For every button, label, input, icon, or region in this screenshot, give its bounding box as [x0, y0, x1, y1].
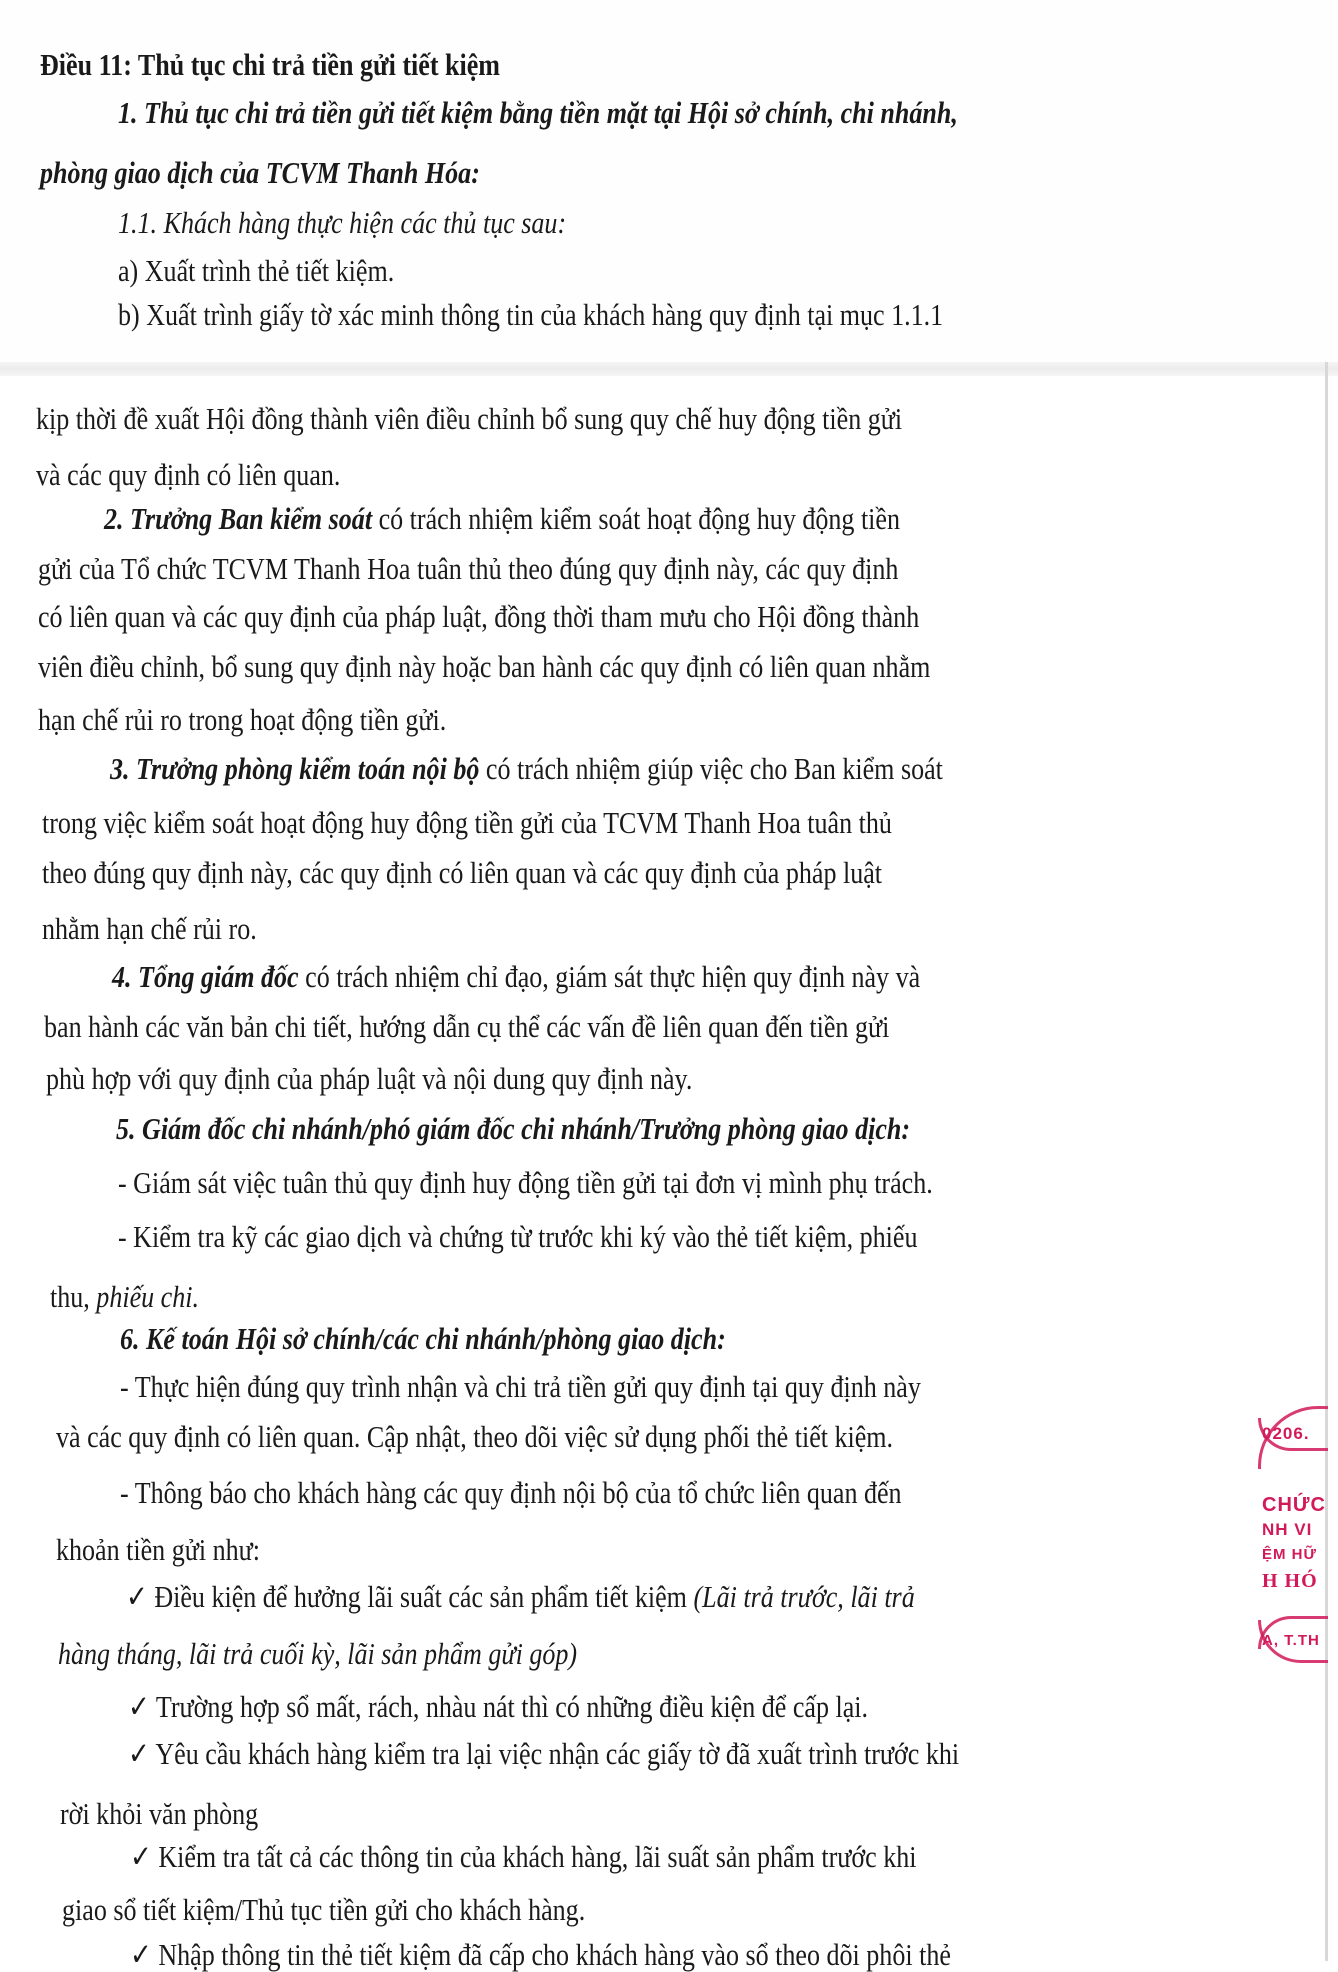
paragraph-line: ban hành các văn bản chi tiết, hướng dẫn cụ thể các vấn đề liên quan đến tiền gửi [44, 1009, 890, 1044]
paragraph-line: kịp thời đề xuất Hội đồng thành viên điều chỉnh bổ sung quy chế huy động tiền gửi [36, 401, 903, 436]
paragraph-line: theo đúng quy định này, các quy định có liên quan và các quy định của pháp luật [42, 855, 883, 890]
text-normal: thu, [50, 1279, 97, 1314]
bullet-item: - Thực hiện đúng quy trình nhận và chi trả tiền gửi quy định tại quy định này [120, 1369, 921, 1404]
bullet-item: - Giám sát việc tuân thủ quy định huy động tiền gửi tại đơn vị mình phụ trách. [118, 1165, 933, 1200]
clause-3-title: 3. Trưởng phòng kiểm toán nội bộ [110, 751, 480, 786]
bullet-item-cont: và các quy định có liên quan. Cập nhật, theo dõi việc sử dụng phối thẻ tiết kiệm. [56, 1419, 894, 1454]
bullet-item: - Thông báo cho khách hàng các quy định nội bộ của tổ chức liên quan đến [120, 1475, 902, 1510]
paragraph-line: trong việc kiểm soát hoạt động huy động tiền gửi của TCVM Thanh Hoa tuân thủ [42, 805, 892, 840]
item-b: b) Xuất trình giấy tờ xác minh thông tin của khách hàng quy định tại mục 1.1.1 [118, 297, 944, 332]
clause-2-title: 2. Trưởng Ban kiểm soát [104, 501, 373, 536]
paragraph-line: có liên quan và các quy định của pháp luật, đồng thời tham mưu cho Hội đồng thành [38, 599, 920, 634]
stamp-text: NH VI [1262, 1520, 1313, 1539]
bullet-item-cont [50, 1280, 199, 1314]
paragraph-line: và các quy định có liên quan. [36, 457, 341, 492]
clause-5-heading: 5. Giám đốc chi nhánh/phó giám đốc chi nhánh/Trưởng phòng giao dịch: [116, 1111, 911, 1146]
page-seam [0, 362, 1338, 376]
text-italic: phiếu chi. [96, 1279, 199, 1314]
checklist-item: ✓ Yêu cầu khách hàng kiểm tra lại việc nhận các giấy tờ đã xuất trình trước khi [128, 1736, 960, 1771]
checklist-item-cont: hàng tháng, lãi trả cuối kỳ, lãi sản phẩm gửi góp) [58, 1636, 578, 1671]
stamp-text: H HÓ [1262, 1570, 1318, 1592]
paragraph-line: gửi của Tổ chức TCVM Thanh Hoa tuân thủ theo đúng quy định này, các quy định [38, 551, 899, 586]
stamp-text: A, T.TH [1262, 1632, 1320, 1649]
stamp-text: CHỨC [1262, 1494, 1326, 1516]
stamp-text: ỆM HỮ [1262, 1546, 1317, 1563]
page-edge [1325, 362, 1328, 1961]
paragraph-line: hạn chế rủi ro trong hoạt động tiền gửi. [38, 702, 447, 737]
item-a: a) Xuất trình thẻ tiết kiệm. [118, 253, 395, 288]
check-text-italic: (Lãi trả trước, lãi trả [693, 1579, 915, 1614]
checklist-item: ✓ Kiểm tra tất cả các thông tin của khách hàng, lãi suất sản phẩm trước khi [130, 1839, 917, 1874]
article-title: Điều 11: Thủ tục chi trả tiền gửi tiết kiệm [40, 47, 500, 82]
clause-2-text: có trách nhiệm kiểm soát hoạt động huy động tiền [372, 501, 901, 536]
paragraph-line: phù hợp với quy định của pháp luật và nội dung quy định này. [46, 1061, 693, 1096]
clause-2 [104, 502, 900, 536]
clause-3-text: có trách nhiệm giúp việc cho Ban kiểm soát [479, 751, 943, 786]
bullet-item-cont: khoản tiền gửi như: [56, 1532, 260, 1567]
check-text: ✓ Điều kiện để hưởng lãi suất các sản phẩm tiết kiệm [126, 1579, 694, 1614]
clause-3 [110, 752, 943, 786]
subsection-1-1: 1.1. Khách hàng thực hiện các thủ tục sau: [118, 205, 567, 240]
red-seal-stamp [1258, 1398, 1328, 1678]
paragraph-line: viên điều chỉnh, bổ sung quy định này hoặc ban hành các quy định có liên quan nhằm [38, 649, 931, 684]
checklist-item-partial: ✓ Nhập thông tin thẻ tiết kiệm đã cấp cho khách hàng vào sổ theo dõi phôi thẻ [130, 1937, 951, 1972]
stamp-arc-bottom [1258, 1620, 1328, 1663]
checklist-item-cont: rời khỏi văn phòng [60, 1796, 259, 1831]
clause-6-heading: 6. Kế toán Hội sở chính/các chi nhánh/phòng giao dịch: [120, 1321, 726, 1356]
section-1-heading-cont: phòng giao dịch của TCVM Thanh Hóa: [40, 155, 480, 190]
clause-4 [112, 960, 920, 994]
checklist-item [126, 1580, 915, 1614]
paragraph-line: nhằm hạn chế rủi ro. [42, 911, 257, 946]
section-1-heading: 1. Thủ tục chi trả tiền gửi tiết kiệm bằng tiền mặt tại Hội sở chính, chi nhánh, [118, 95, 958, 130]
clause-4-text: có trách nhiệm chỉ đạo, giám sát thực hiện quy định này và [298, 959, 921, 994]
stamp-text: 0206. [1262, 1424, 1310, 1443]
checklist-item-cont: giao sổ tiết kiệm/Thủ tục tiền gửi cho khách hàng. [62, 1892, 586, 1927]
clause-4-title: 4. Tổng giám đốc [112, 959, 299, 994]
checklist-item: ✓ Trường hợp sổ mất, rách, nhàu nát thì có những điều kiện để cấp lại. [128, 1689, 869, 1724]
bullet-item: - Kiểm tra kỹ các giao dịch và chứng từ trước khi ký vào thẻ tiết kiệm, phiếu [118, 1219, 918, 1254]
